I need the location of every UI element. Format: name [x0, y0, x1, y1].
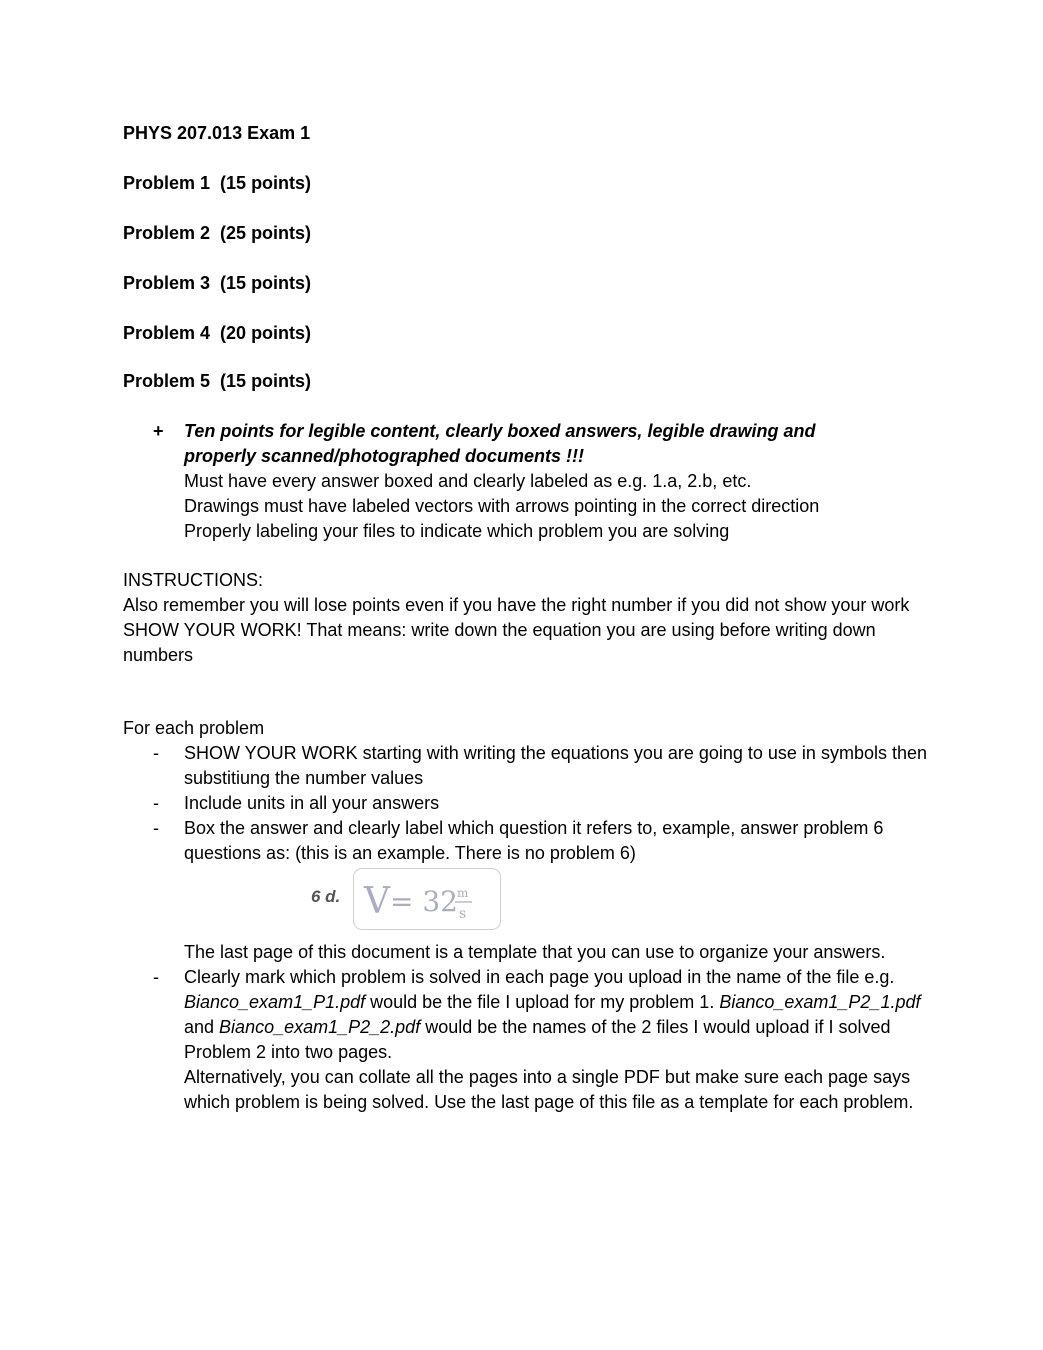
answer-box — [353, 868, 501, 930]
handwritten-value: = 32 — [390, 885, 458, 918]
file-naming-text-part: Clearly mark which problem is solved in each page you upload in the name of the file e.g. — [184, 967, 895, 987]
problem-label: Problem 5 — [123, 371, 211, 391]
problem-label: Problem 2 — [123, 223, 211, 243]
problem-2-line — [123, 221, 311, 246]
bonus-line: Properly labeling your files to indicate which problem you are solving — [184, 521, 730, 541]
problem-4-line — [123, 321, 311, 346]
file-naming-text-part: would be the file I upload for my problem 1. — [365, 992, 720, 1012]
list-item — [123, 816, 933, 965]
problem-points: (15 points) — [220, 273, 312, 293]
file-naming-text-part: and — [184, 1017, 220, 1037]
problem-label: Problem 4 — [123, 323, 211, 343]
dash-bullet: - — [153, 743, 159, 763]
plus-bullet: + — [153, 421, 164, 441]
instructions-section — [123, 568, 923, 668]
bonus-section — [184, 419, 884, 544]
problem-points: (25 points) — [220, 223, 312, 243]
for-each-heading: For each problem — [123, 718, 265, 738]
dash-bullet: - — [153, 967, 159, 987]
problem-5-line — [123, 369, 311, 394]
bonus-line: Must have every answer boxed and clearly labeled as e.g. 1.a, 2.b, etc. — [184, 471, 752, 491]
list-item-text: SHOW YOUR WORK starting with writing the equations you are going to use in symbols then substitiung the number values — [184, 743, 927, 788]
instructions-heading: INSTRUCTIONS: — [123, 570, 264, 590]
problem-label: Problem 3 — [123, 273, 211, 293]
example-filename: Bianco_exam1_P1.pdf — [184, 992, 366, 1012]
instructions-line: Also remember you will lose points even if you have the right number if you did not show your work — [123, 595, 910, 615]
problem-3-line — [123, 271, 311, 296]
bonus-line: Drawings must have labeled vectors with arrows pointing in the correct direction — [184, 496, 820, 516]
exam-title: PHYS 207.013 Exam 1 — [123, 123, 311, 143]
template-note: The last page of this document is a template that you can use to organize your answers. — [184, 942, 886, 962]
example-filename: Bianco_exam1_P2_1.pdf — [719, 992, 921, 1012]
alternative-note: Alternatively, you can collate all the pages into a single PDF but make sure each page says which problem is being solved. Use the last page of this file as a template for each problem. — [184, 1067, 914, 1112]
problem-1-line — [123, 171, 311, 196]
bonus-headline: Ten points for legible content, clearly boxed answers, legible drawing and properly scanned/photographed documents !!! — [184, 421, 816, 466]
handwritten-answer — [354, 869, 500, 929]
file-naming-text — [184, 965, 933, 1065]
handwritten-unit-denominator: s — [459, 906, 467, 922]
file-naming-text-part: would be the names of the 2 files I would upload if I solved Problem 2 into two pages. — [184, 1017, 891, 1062]
problem-points: (15 points) — [220, 371, 312, 391]
example-filename: Bianco_exam1_P2_2.pdf — [219, 1017, 421, 1037]
problem-points: (15 points) — [220, 173, 312, 193]
list-item — [123, 741, 933, 791]
handwritten-variable: V — [364, 881, 390, 922]
problem-label: Problem 1 — [123, 173, 211, 193]
handwritten-unit-numerator: m — [457, 886, 469, 900]
list-item-text: Include units in all your answers — [184, 793, 440, 813]
list-item — [123, 965, 933, 1115]
list-item-text: Box the answer and clearly label which question it refers to, example, answer problem 6 questions as: (this is an example. There is no problem 6) — [184, 818, 884, 863]
instructions-line: SHOW YOUR WORK! That means: write down the equation you are using before writing down numbers — [123, 620, 876, 665]
boxed-answer-example — [184, 868, 933, 940]
list-item — [123, 791, 933, 816]
dash-bullet: - — [153, 793, 159, 813]
for-each-list — [123, 741, 933, 1115]
problem-points: (20 points) — [220, 323, 312, 343]
example-label: 6 d. — [311, 887, 341, 906]
dash-bullet: - — [153, 818, 159, 838]
